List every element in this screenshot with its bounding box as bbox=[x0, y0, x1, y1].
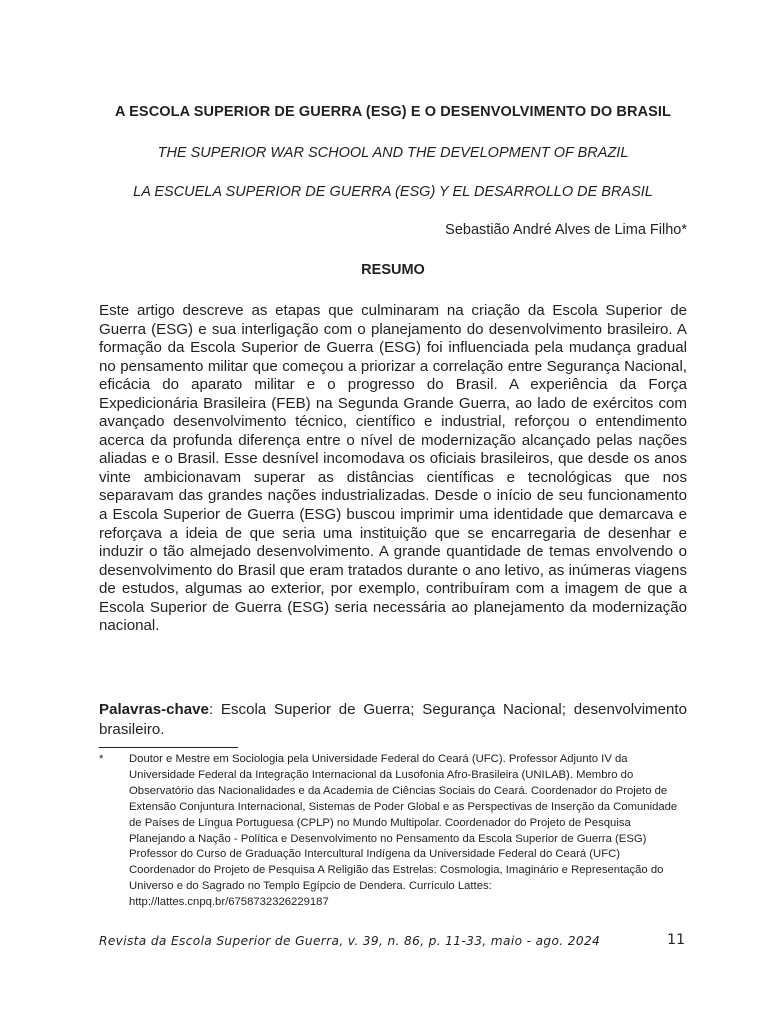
page-number: 11 bbox=[667, 932, 685, 948]
author-footnote bbox=[99, 752, 687, 911]
abstract-heading: RESUMO bbox=[361, 262, 425, 278]
journal-citation-footer: Revista da Escola Superior de Guerra, v. 39, n. 86, p. 11-33, maio - ago. 2024 bbox=[99, 934, 601, 948]
abstract-body: Este artigo descreve as etapas que culminaram na criação da Escola Superior de Guerra (ESG) e sua interligação com o planejamento do desenvolvimento brasileiro. A formação da Escola Superior de Guerra (ESG) foi influenciada pela mudança gradual no pensamento militar que começou a priorizar a correlação entre Segurança Nacional, eficácia do aparato militar e o progresso do Brasil. A experiência da Força Expedicionária Brasileira (FEB) na Segunda Grande Guerra, ao lado de exércitos com avançado desenvolvimento técnico, científico e industrial, reforçou o entendimento acerca da profunda diferença entre o nível de modernização alcançado pelas nações aliadas e o Brasil. Esse desnível incomodava os oficiais brasileiros, que desde os anos vinte ambicionavam superar as distâncias científicas e tecnológicas que nos separavam das grandes nações industrializadas. Desde o início de seu funcionamento a Escola Superior de Guerra (ESG) buscou imprimir uma identidade que demarcava e reforçava a ideia de que seria uma instituição que se encarregaria de desenhar e induzir o tão almejado desenvolvimento. A grande quantidade de temas envolvendo o desenvolvimento do Brasil que eram tratados durante o ano letivo, as inúmeras viagens de estudos, algumas ao exterior, por exemplo, contribuíram com a imagem de que a Escola Superior de Guerra (ESG) seria necessária ao planejamento da modernização nacional. bbox=[99, 302, 687, 635]
footnote-text: Doutor e Mestre em Sociologia pela Universidade Federal do Ceará (UFC). Professor Adjunto IV da Universidade Federal da Integração Internacional da Lusofonia Afro-Brasileira (UNILAB). Membro do Observatório das Nacionalidades e da Academia de Ciências Sociais do Ceará. Coordenador do Projeto de Extensão Conjuntura Internacional, Sistemas de Poder Global e as Perspectivas de Inserção da Comunidade de Países de Língua Portuguesa (CPLP) no Mundo Multipolar. Coordenador do Projeto de Pesquisa Planejando a Nação - Política e Desenvolvimento no Pensamento da Escola Superior de Guerra (ESG) Professor do Curso de Graduação Intercultural Indígena da Universidade Federal do Ceará (UFC) Coordenador do Projeto de Pesquisa A Religião das Estrelas: Cosmologia, Imaginário e Representação do Universo e do Sagrado no Templo Egípcio de Dendera. Currículo Lattes: http://lattes.cnpq.br/6758732326229187 bbox=[129, 753, 678, 909]
footnote-divider bbox=[99, 747, 238, 748]
document-page bbox=[99, 0, 687, 1024]
article-title-english: THE SUPERIOR WAR SCHOOL AND THE DEVELOPMENT OF BRAZIL bbox=[157, 145, 629, 161]
article-title-portuguese: A ESCOLA SUPERIOR DE GUERRA (ESG) E O DESENVOLVIMENTO DO BRASIL bbox=[114, 104, 671, 120]
keywords-paragraph bbox=[99, 700, 687, 739]
footnote-marker: * bbox=[99, 753, 104, 765]
article-title-spanish: LA ESCUELA SUPERIOR DE GUERRA (ESG) Y EL DESARROLLO DE BRASIL bbox=[133, 184, 653, 200]
keywords-separator: : bbox=[208, 701, 214, 718]
keywords-label: Palavras-chave bbox=[99, 701, 209, 718]
author-name: Sebastião André Alves de Lima Filho* bbox=[445, 222, 687, 238]
keywords-text: Escola Superior de Guerra; Segurança Nacional; desenvolvimento brasileiro. bbox=[99, 701, 687, 738]
